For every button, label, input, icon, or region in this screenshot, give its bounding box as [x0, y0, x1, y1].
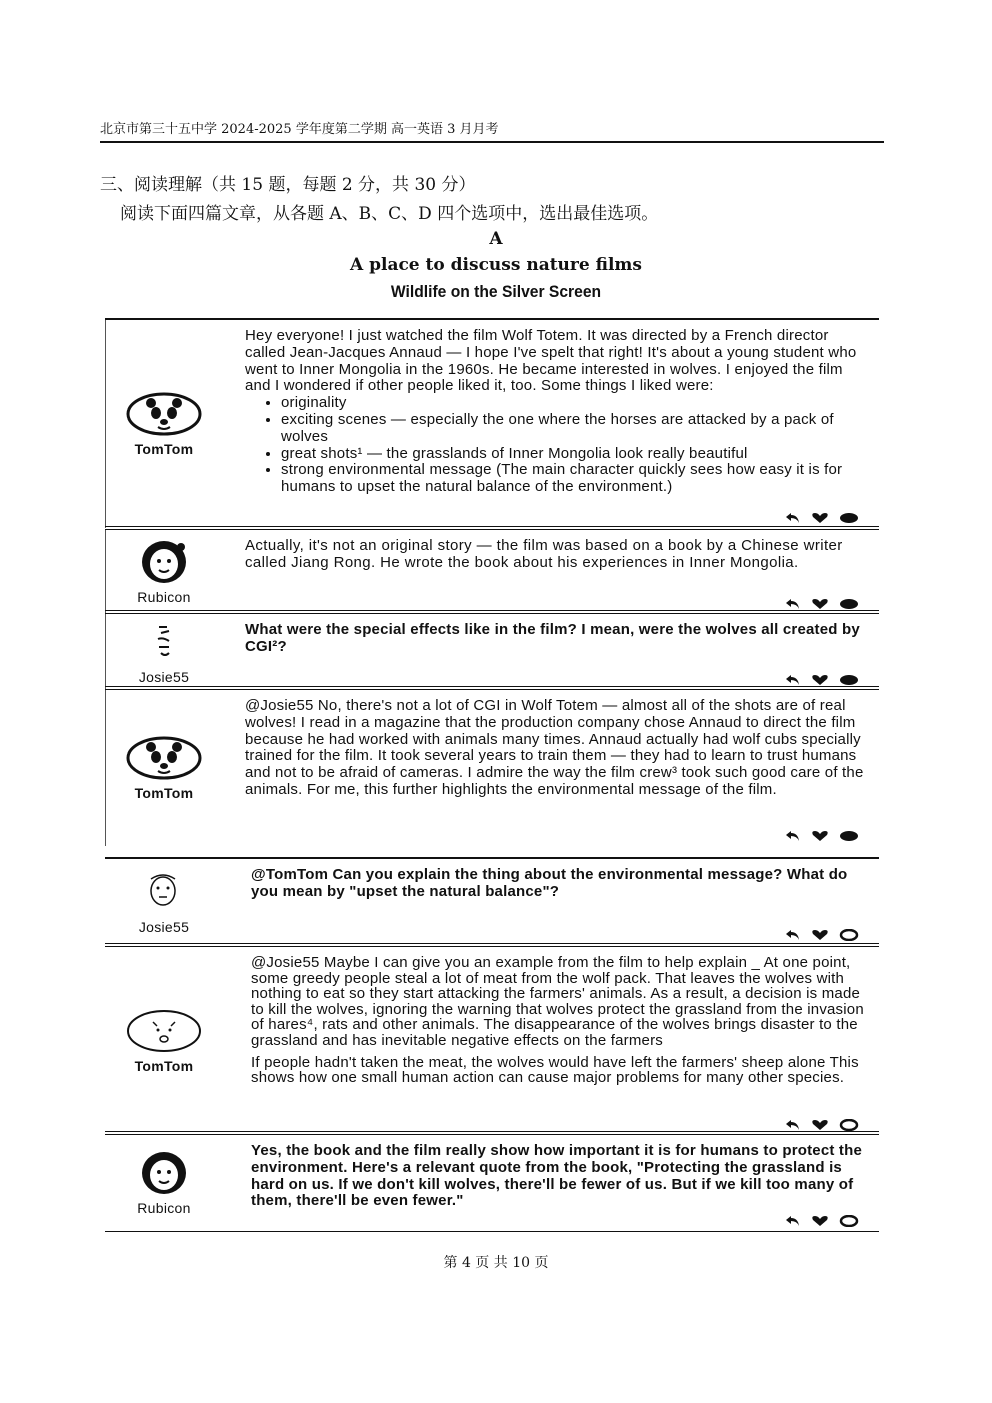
heart-icon[interactable]	[811, 674, 829, 686]
post-text	[245, 328, 865, 496]
post-user	[105, 320, 223, 528]
woman-avatar-icon	[125, 1150, 203, 1196]
username[interactable]: Josie55	[138, 919, 190, 935]
panda-avatar-icon	[125, 735, 203, 781]
post-actions	[785, 512, 859, 524]
post-actions	[785, 830, 859, 842]
passage-subtitle: Wildlife on the Silver Screen	[390, 282, 602, 301]
forum-post	[105, 686, 879, 846]
post-user	[105, 1135, 223, 1231]
comment-icon[interactable]	[839, 598, 859, 610]
heart-icon[interactable]	[811, 1119, 829, 1131]
post-actions	[785, 1215, 859, 1227]
post-user	[105, 614, 223, 690]
comment-icon[interactable]	[839, 512, 859, 524]
post-user	[105, 530, 223, 614]
post-text: What were the special effects like in the film? I mean, were the wolves all created by CGI²?	[245, 621, 860, 655]
heart-icon[interactable]	[811, 1215, 829, 1227]
heart-icon[interactable]	[811, 929, 829, 941]
heart-icon[interactable]	[811, 830, 829, 842]
panda-avatar-icon	[125, 391, 203, 437]
comment-icon[interactable]	[839, 674, 859, 686]
post-actions	[785, 598, 859, 610]
post-text	[251, 955, 865, 1086]
forum-post	[105, 610, 879, 690]
reply-icon[interactable]	[785, 830, 801, 842]
reply-icon[interactable]	[785, 929, 801, 941]
username[interactable]: Rubicon	[137, 1200, 191, 1216]
reply-icon[interactable]	[785, 1119, 801, 1131]
comment-icon[interactable]	[839, 1215, 859, 1227]
forum-post	[105, 857, 879, 945]
reply-icon[interactable]	[785, 674, 801, 686]
post-text: @Josie55 No, there's not a lot of CGI in Wolf Totem — almost all of the shots are of real wolves! I read in a magazine that the production company chose Annaud to direct the film because he had worked with animals many times. Annaud actually had wolf cubs specially trained for the film. It took several years to train them — they had to learn to trust humans and not to be afraid of cameras. I admire the way the film crew³ took such good care of the animals. For me, this further highlights the environmental message of the film.	[245, 697, 864, 798]
list-item: • great shots¹ — the grasslands of Inner Mongolia look really beautiful	[281, 446, 865, 463]
list-item: • exciting scenes — especially the one where the horses are attacked by a pack of wolves	[281, 412, 865, 446]
username[interactable]: TomTom	[134, 441, 194, 457]
post-actions	[785, 1119, 859, 1131]
woman-avatar-icon	[125, 539, 203, 585]
comment-icon[interactable]	[839, 929, 859, 941]
section-title: 三、阅读理解（共 15 题，每题 2 分，共 30 分）	[100, 175, 476, 195]
cartoon-face-avatar-icon	[125, 1008, 203, 1054]
list-item: • originality	[281, 395, 865, 412]
post-actions	[785, 674, 859, 686]
list-item: • strong environmental message (The main character quickly sees how easy it is for humans to upset the natural balance of the environment.)	[281, 462, 865, 496]
username[interactable]: Rubicon	[137, 589, 191, 605]
reply-icon[interactable]	[785, 512, 801, 524]
page-number: 第 4 页 共 10 页	[443, 1255, 549, 1271]
post-text: @TomTom Can you explain the thing about the environmental message? What do you mean by "upset the natural balance"?	[251, 866, 848, 900]
forum-post	[105, 318, 879, 528]
forum-post	[105, 526, 879, 614]
post-text: Actually, it's not an original story — the film was based on a book by a Chinese writer called Jiang Rong. He wrote the book about his experiences in Inner Mongolia.	[245, 537, 843, 571]
username[interactable]: TomTom	[134, 785, 194, 801]
reply-icon[interactable]	[785, 1215, 801, 1227]
heart-icon[interactable]	[811, 512, 829, 524]
reply-icon[interactable]	[785, 598, 801, 610]
post-user	[105, 947, 223, 1135]
post-text: Yes, the book and the film really show how important it is for humans to protect the environment. Here's a relevant quote from the book, "Protecting the grassland is hard on us. If we don't kill wolves, there'll be fewer of us. But if we kill too many of them, there'll be even fewer."	[251, 1142, 863, 1210]
likes-list	[245, 395, 865, 496]
comment-icon[interactable]	[839, 830, 859, 842]
passage-letter: A	[489, 229, 503, 249]
username[interactable]: Josie55	[138, 669, 190, 685]
forum-post	[105, 943, 879, 1135]
username[interactable]: TomTom	[134, 1058, 194, 1074]
passage-title: A place to discuss nature films	[349, 255, 642, 275]
post-user	[105, 690, 223, 846]
sketch-avatar-icon	[125, 619, 203, 665]
post-intro: Hey everyone! I just watched the film Wolf Totem. It was directed by a French director called Jean-Jacques Annaud — I hope I've spelt that right! It's about a young student who went to Inner Mongolia in the 1960s. He became interested in wolves. I enjoyed the film and I wondered if other people liked it, too. Some things I liked were:	[245, 327, 857, 395]
forum-post	[105, 1131, 879, 1232]
comment-icon[interactable]	[839, 1119, 859, 1131]
post-user	[105, 859, 223, 945]
post-paragraph: @Josie55 Maybe I can give you an example from the film to help explain _ At one point, some greedy people steal a lot of meat from the wolf pack. That leaves the wolves with nothing to eat so they start attacking the farmers' animals. As a result, a decision is made to kill the wolves, ignoring the warning that wolves protect the grassland from the invasion of hares⁴, rats and other animals. The disappearance of the wolves brings disaster to the grassland and has inevitable negative effects on the farmers	[251, 954, 864, 1049]
heart-icon[interactable]	[811, 598, 829, 610]
instructions: 阅读下面四篇文章，从各题 A、B、C、D 四个选项中，选出最佳选项。	[120, 204, 659, 224]
page-header: 北京市第三十五中学 2024-2025 学年度第二学期 高一英语 3 月月考	[100, 118, 884, 143]
post-actions	[785, 929, 859, 941]
post-paragraph: If people hadn't taken the meat, the wolves would have left the farmers' sheep alone This shows how one small human action can cause major problems for many other species.	[251, 1053, 859, 1087]
sketch-face-avatar-icon	[125, 869, 203, 915]
